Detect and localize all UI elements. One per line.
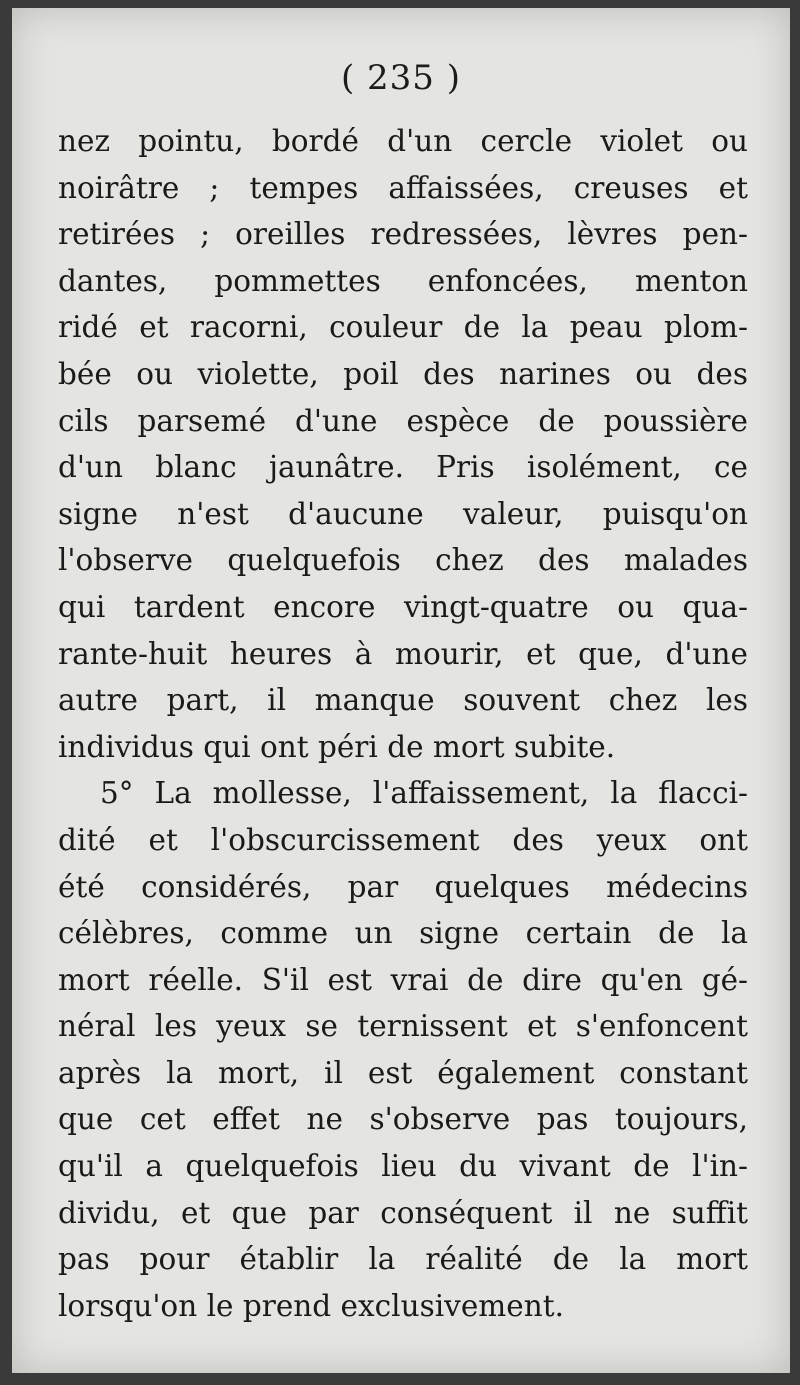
text-line: d'un blanc jaunâtre. Pris isolément, ce — [58, 450, 748, 485]
text-line: noirâtre ; tempes affaissées, creuses et — [58, 170, 748, 205]
text-line: nez pointu, bordé d'un cercle violet ou — [58, 124, 748, 158]
text-line: qui tardent encore vingt-quatre ou qua- — [58, 589, 748, 624]
text-line: pas pour établir la réalité de la mort — [58, 1242, 748, 1277]
text-line: autre part, il manque souvent chez les — [58, 683, 748, 718]
book-page — [12, 8, 790, 1373]
text-line: été considérés, par quelques médecins — [58, 869, 748, 904]
text-line: qu'il a quelquefois lieu du vivant de l'in- — [58, 1149, 748, 1184]
text-line: rante-huit heures à mourir, et que, d'une — [58, 636, 748, 671]
text-line: signe n'est d'aucune valeur, puisqu'on — [58, 496, 748, 531]
text-line: néral les yeux se ternissent et s'enfoncent — [58, 1009, 748, 1044]
text-line: bée ou violette, poil des narines ou des — [58, 356, 748, 391]
text-line: retirées ; oreilles redressées, lèvres pen- — [58, 217, 748, 252]
text-line: ridé et racorni, couleur de la peau plom- — [58, 310, 748, 345]
text-line: que cet effet ne s'observe pas toujours, — [58, 1102, 748, 1137]
paragraph-start-line: 5° La mollesse, l'affaissement, la flacci- — [100, 776, 748, 811]
text-line: dividu, et que par conséquent il ne suffit — [58, 1195, 748, 1230]
text-line: dité et l'obscurcissement des yeux ont — [58, 822, 748, 857]
text-line: célèbres, comme un signe certain de la — [58, 916, 748, 951]
paragraph-end-line: lorsqu'on le prend exclusivement. — [58, 1288, 564, 1323]
text-line: cils parsemé d'une espèce de poussière — [58, 403, 748, 438]
body-text — [58, 118, 748, 1329]
text-line: dantes, pommettes enfoncées, menton — [58, 263, 748, 298]
paragraph-end-line: individus qui ont péri de mort subite. — [58, 729, 616, 764]
text-line: mort réelle. S'il est vrai de dire qu'en gé- — [58, 962, 748, 997]
page-number: ( 235 ) — [340, 58, 462, 98]
text-line: l'observe quelquefois chez des malades — [58, 543, 748, 578]
text-line: après la mort, il est également constant — [58, 1055, 748, 1090]
